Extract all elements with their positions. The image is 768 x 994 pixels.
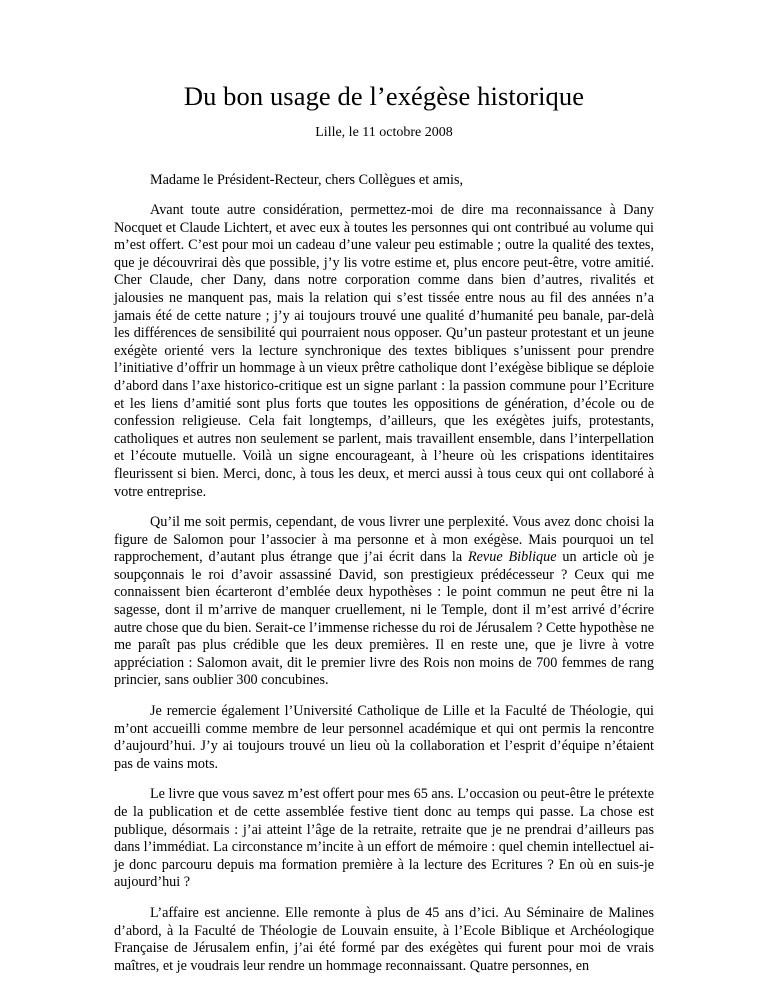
- journal-title: Revue Biblique: [467, 549, 557, 566]
- paragraph-retirement: Le livre que vous savez m’est offert pour mes 65 ans. L’occasion ou peut-être le prétexte de la publication et de cette assemblée festive tient donc au temps qui passe. La chose est publique, désormais : j’ai atteint l’âge de la retraite, retraite que je ne prendrai d’ailleurs pas dans l’immédiat. La circonstance m’incite à un effort de mémoire : quel chemin intellectuel ai-je donc parcouru depuis ma formation première à la lecture des Ecritures ? En où en suis-je aujourd’hui ?: [114, 786, 654, 891]
- paragraph-salomon: [114, 514, 654, 690]
- dateline: Lille, le 11 octobre 2008: [315, 125, 453, 140]
- paragraph-university: Je remercie également l’Université Catholique de Lille et la Faculté de Théologie, qui m’ont accueilli comme membre de leur personnel académique et qui ont permis la rencontre d’aujourd’hui. J’y ai toujours trouvé un lieu où la collaboration et l’esprit d’équipe n’étaient pas de vains mots.: [114, 703, 654, 772]
- salutation: Madame le Président-Recteur, chers Collègues et amis,: [150, 172, 464, 188]
- paragraph-salomon-after: un article où je soupçonnais le roi d’avoir assassiné David, son prestigieux prédécesseur ? Ceux qui me connaissent bien écarteront d’emblée deux hypothèses : le point commun ne peut être ni la sagesse, dont il m’arrive de manquer cruellement, ni le Temple, dont il m’est arrivé d’écrire autre chose que du bien. Serait-ce l’immense richesse du roi de Jérusalem ? Cette hypothèse ne me paraît pas plus crédible que les deux premières. Il en reste une, que je livre à votre appréciation : Salomon avait, dit le premier livre des Rois non moins de 700 femmes de rang princier, sans oublier 300 concubines.: [114, 549, 654, 689]
- paragraph-thanks: Avant toute autre considération, permettez-moi de dire ma reconnaissance à Dany Nocquet et Claude Lichtert, et avec eux à toutes les personnes qui ont contribué au volume qui m’est offert. C’est pour moi un cadeau d’une valeur peu estimable ; outre la qualité des textes, que je découvrirai dès que possible, j’y lis votre estime et, plus encore peut-être, votre amitié. Cher Claude, cher Dany, dans notre corporation comme dans bien d’autres, rivalités et jalousies ne manquent pas, mais la relation qui s’est tissée entre nous au fil des années n’a jamais été de cette nature ; j’y ai toujours trouvé une qualité d’humanité peu banale, par-delà les différences de sensibilité qui pourraient nous opposer. Qu’un pasteur protestant et un jeune exégète orienté vers la lecture synchronique des textes bibliques s’unissent pour prendre l’initiative d’offrir un hommage à un vieux prêtre catholique dont l’exégèse biblique se déploie d’abord dans l’axe historico-critique est un signe parlant : la passion commune pour l’Ecriture et les liens d’amitié sont plus forts que toutes les oppositions de génération, d’école ou de confession religieuse. Cela fait longtemps, d’ailleurs, que les exégètes juifs, protestants, catholiques et autres non seulement se parlent, mais travaillent ensemble, dans l’interpellation et l’écoute mutuelle. Voilà un signe encourageant, à l’heure où les crispations identitaires fleurissent si bien. Merci, donc, à tous les deux, et merci aussi à tous ceux qui ont collaboré à votre entreprise.: [114, 202, 654, 500]
- paragraph-salomon-before: Qu’il me soit permis, cependant, de vous livrer une perplexité. Vous avez donc choisi la figure de Salomon pour l’associer à ma personne et à mon exégèse. Mais pourquoi un tel rapprochement, d’autant plus étrange que j’ai écrit dans la: [114, 514, 654, 566]
- page-title: Du bon usage de l’exégèse historique: [183, 81, 585, 111]
- paragraph-formation: L’affaire est ancienne. Elle remonte à plus de 45 ans d’ici. Au Séminaire de Malines d’abord, à la Faculté de Théologie de Louvain ensuite, à l’Ecole Biblique et Archéologique Française de Jérusalem enfin, j’ai été formé par des exégètes qui furent pour moi de vrais maîtres, et je voudrais leur rendre un hommage reconnaissant. Quatre personnes, en: [114, 904, 654, 974]
